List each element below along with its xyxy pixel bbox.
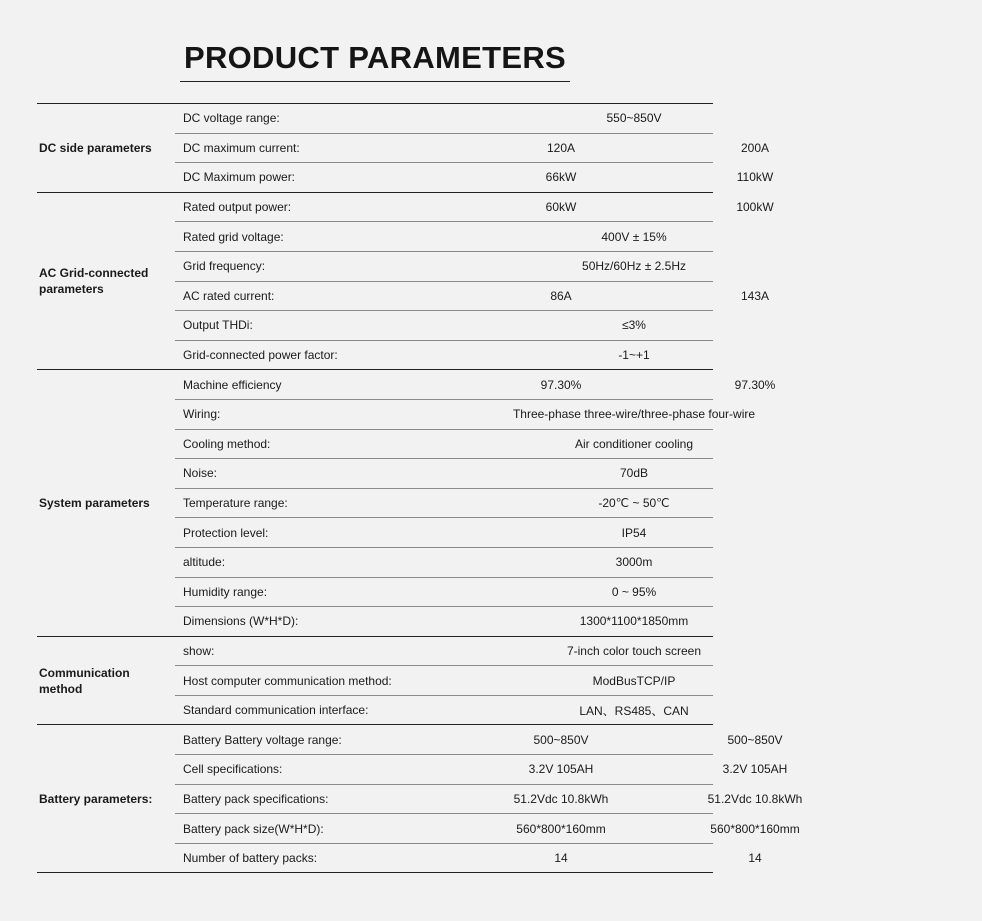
parameter-value-model-b: 560*800*160mm: [710, 821, 800, 836]
values-wrap: [444, 644, 982, 658]
values-wrap: [444, 141, 982, 155]
parameter-label: Grid-connected power factor:: [175, 340, 444, 370]
parameter-value-model-a: 51.2Vdc 10.8kWh: [513, 791, 609, 806]
parameter-label: Wiring:: [175, 399, 444, 429]
parameter-values: [444, 547, 713, 577]
parameter-label: Output THDi:: [175, 311, 444, 341]
values-wrap: [444, 555, 982, 569]
parameter-values: [444, 577, 713, 607]
values-wrap: [444, 792, 982, 806]
group-label: System parameters: [37, 370, 175, 636]
parameter-label: Rated grid voltage:: [175, 222, 444, 252]
parameter-value-model-b: 51.2Vdc 10.8kWh: [707, 791, 803, 806]
parameter-row: [37, 725, 713, 755]
parameter-value: 7-inch color touch screen: [566, 643, 702, 658]
parameter-values: [444, 222, 713, 252]
parameter-values: [444, 843, 762, 873]
values-wrap: [444, 111, 982, 125]
parameter-values: [444, 725, 783, 755]
parameter-label: DC Maximum power:: [175, 163, 444, 193]
values-wrap: [444, 259, 982, 273]
parameter-value-model-a: 3.2V 105AH: [528, 762, 594, 777]
parameter-value-model-a: 500~850V: [533, 732, 589, 747]
parameter-value: 1300*1100*1850mm: [579, 614, 689, 629]
title-underline: [180, 81, 570, 82]
parameter-values: [444, 281, 770, 311]
parameter-value-model-a: 97.30%: [540, 377, 582, 392]
parameter-value-model-b: 500~850V: [727, 732, 783, 747]
parameter-values: [444, 459, 713, 489]
parameter-values: [444, 192, 774, 222]
parameter-value-model-a: 120A: [546, 140, 576, 155]
parameter-values: [444, 755, 788, 785]
values-wrap: [444, 348, 982, 362]
parameter-value-model-b: 100kW: [736, 200, 774, 215]
values-wrap: [444, 762, 982, 776]
parameter-values: [444, 104, 713, 134]
parameter-values: [444, 133, 770, 163]
parameter-label: altitude:: [175, 547, 444, 577]
parameter-values: [444, 518, 713, 548]
parameter-values: [444, 695, 713, 725]
parameter-label: Battery pack size(W*H*D):: [175, 814, 444, 844]
parameter-value-model-a: 66kW: [545, 170, 577, 185]
parameter-label: AC rated current:: [175, 281, 444, 311]
parameter-value: 70dB: [619, 466, 649, 481]
parameter-values: [444, 163, 774, 193]
group-label: Communication method: [37, 636, 175, 725]
page-title: PRODUCT PARAMETERS: [183, 40, 566, 75]
parameter-label: Protection level:: [175, 518, 444, 548]
parameter-label: Temperature range:: [175, 488, 444, 518]
parameter-label: Battery pack specifications:: [175, 784, 444, 814]
parameter-value: 400V ± 15%: [601, 229, 667, 244]
parameter-values: [444, 636, 713, 666]
parameter-values: [444, 370, 776, 400]
group-label: Battery parameters:: [37, 725, 175, 873]
parameter-label: Battery Battery voltage range:: [175, 725, 444, 755]
group-label: DC side parameters: [37, 104, 175, 193]
values-wrap: [444, 170, 982, 184]
values-wrap: [444, 407, 982, 421]
parameter-label: Humidity range:: [175, 577, 444, 607]
parameter-label: DC maximum current:: [175, 133, 444, 163]
parameter-values: [444, 488, 713, 518]
parameter-values: [444, 814, 800, 844]
parameter-row: [37, 192, 713, 222]
parameter-value: -1~+1: [618, 348, 650, 363]
values-wrap: [444, 230, 982, 244]
parameter-label: DC voltage range:: [175, 104, 444, 134]
parameter-values: [444, 251, 713, 281]
parameter-row: [37, 104, 713, 134]
values-wrap: [444, 437, 982, 451]
parameter-value-model-b: 3.2V 105AH: [722, 762, 788, 777]
parameter-label: Cooling method:: [175, 429, 444, 459]
parameter-value-model-a: 560*800*160mm: [516, 821, 606, 836]
parameter-label: Standard communication interface:: [175, 695, 444, 725]
parameter-label: Machine efficiency: [175, 370, 444, 400]
parameter-row: [37, 370, 713, 400]
parameter-row: [37, 636, 713, 666]
parameters-table: [37, 103, 803, 873]
values-wrap: [444, 318, 982, 332]
parameter-values: [444, 666, 713, 696]
parameter-value: -20℃ ~ 50℃: [598, 496, 670, 511]
parameter-value-model-a: 60kW: [545, 200, 577, 215]
parameter-value: 550~850V: [606, 111, 662, 126]
parameter-value: ≤3%: [622, 318, 646, 333]
parameter-value-model-a: 14: [554, 851, 568, 866]
parameter-values: [444, 311, 713, 341]
parameter-values: [444, 429, 713, 459]
values-wrap: [444, 526, 982, 540]
values-wrap: [444, 585, 982, 599]
parameter-label: Cell specifications:: [175, 755, 444, 785]
parameter-value: 50Hz/60Hz ± 2.5Hz: [582, 259, 686, 274]
parameter-value: Three-phase three-wire/three-phase four-wire: [512, 407, 756, 422]
values-wrap: [444, 466, 982, 480]
parameter-value: 0 ~ 95%: [611, 584, 657, 599]
parameter-value: LAN、RS485、CAN: [579, 703, 689, 718]
parameters-table-body: [37, 104, 803, 873]
parameter-label: show:: [175, 636, 444, 666]
parameter-label: Grid frequency:: [175, 251, 444, 281]
values-wrap: [444, 614, 982, 628]
parameter-value: ModBusTCP/IP: [592, 673, 676, 688]
values-wrap: [444, 702, 982, 719]
parameter-value-model-b: 200A: [740, 140, 770, 155]
values-wrap: [444, 851, 982, 865]
group-label: AC Grid-connected parameters: [37, 192, 175, 370]
values-wrap: [444, 378, 982, 392]
values-wrap: [444, 822, 982, 836]
parameter-value: 3000m: [615, 555, 653, 570]
values-wrap: [444, 674, 982, 688]
values-wrap: [444, 200, 982, 214]
values-wrap: [444, 733, 982, 747]
parameters-table-container: [37, 103, 803, 873]
parameter-label: Number of battery packs:: [175, 843, 444, 873]
parameter-values: [444, 340, 713, 370]
parameter-value-model-b: 143A: [740, 288, 770, 303]
values-wrap: [444, 289, 982, 303]
parameter-value: IP54: [621, 525, 647, 540]
parameter-value-model-b: 97.30%: [734, 377, 776, 392]
parameter-value-model-b: 110kW: [736, 170, 774, 185]
parameter-label: Rated output power:: [175, 192, 444, 222]
parameter-values: [444, 784, 803, 814]
parameter-label: Noise:: [175, 459, 444, 489]
values-wrap: [444, 496, 982, 510]
parameter-label: Dimensions (W*H*D):: [175, 607, 444, 637]
parameter-value-model-a: 86A: [550, 288, 572, 303]
parameter-values: [444, 607, 713, 637]
parameter-value: Air conditioner cooling: [574, 436, 694, 451]
parameter-value-model-b: 14: [748, 851, 762, 866]
parameter-label: Host computer communication method:: [175, 666, 444, 696]
parameter-values: [444, 399, 756, 429]
